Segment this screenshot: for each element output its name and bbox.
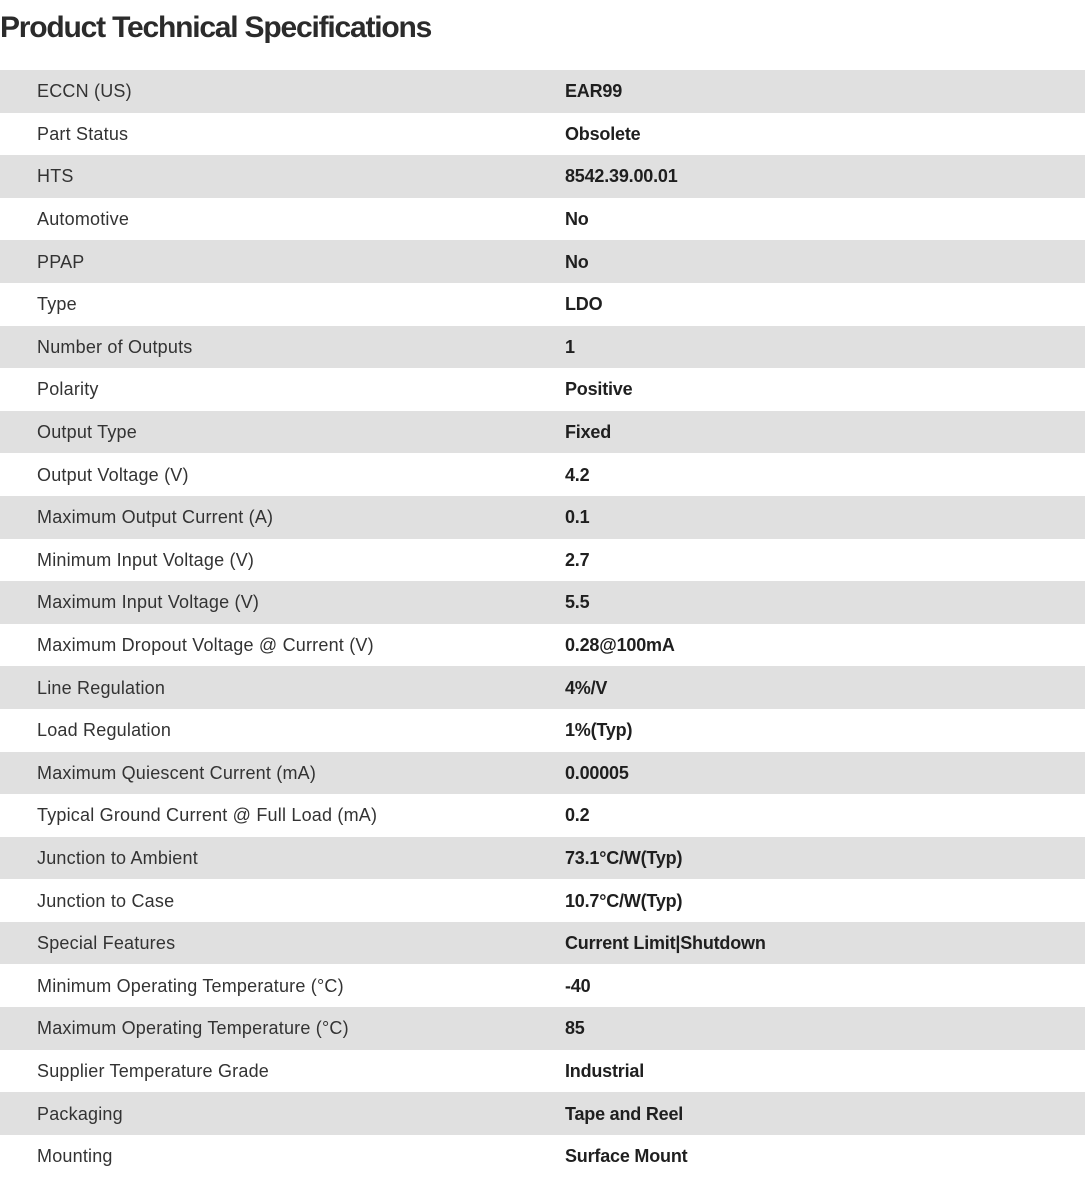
spec-value: 85 xyxy=(565,1007,1085,1050)
spec-table xyxy=(0,70,1085,1177)
table-row xyxy=(0,1050,1085,1093)
table-row xyxy=(0,113,1085,156)
spec-value: 5.5 xyxy=(565,581,1085,624)
spec-label: Line Regulation xyxy=(0,666,565,709)
table-row xyxy=(0,198,1085,241)
spec-value: -40 xyxy=(565,964,1085,1007)
spec-value: EAR99 xyxy=(565,70,1085,113)
spec-label: Special Features xyxy=(0,922,565,965)
spec-value: 4.2 xyxy=(565,453,1085,496)
table-row xyxy=(0,155,1085,198)
table-row xyxy=(0,1135,1085,1177)
spec-label: Load Regulation xyxy=(0,709,565,752)
spec-label: Minimum Input Voltage (V) xyxy=(0,539,565,582)
spec-value: Surface Mount xyxy=(565,1135,1085,1177)
table-row xyxy=(0,794,1085,837)
spec-label: Maximum Input Voltage (V) xyxy=(0,581,565,624)
table-row xyxy=(0,539,1085,582)
spec-label: ECCN (US) xyxy=(0,70,565,113)
page-title: Product Technical Specifications xyxy=(0,11,432,44)
spec-value: 0.1 xyxy=(565,496,1085,539)
spec-label: Maximum Dropout Voltage @ Current (V) xyxy=(0,624,565,667)
spec-value: 0.28@100mA xyxy=(565,624,1085,667)
table-row xyxy=(0,624,1085,667)
spec-value: 8542.39.00.01 xyxy=(565,155,1085,198)
spec-label: Supplier Temperature Grade xyxy=(0,1050,565,1093)
spec-value: Current Limit|Shutdown xyxy=(565,922,1085,965)
spec-value: No xyxy=(565,240,1085,283)
spec-value: No xyxy=(565,198,1085,241)
spec-value: 73.1°C/W(Typ) xyxy=(565,837,1085,880)
spec-label: Type xyxy=(0,283,565,326)
table-row xyxy=(0,709,1085,752)
spec-value: Industrial xyxy=(565,1050,1085,1093)
table-row xyxy=(0,1007,1085,1050)
spec-value: 1%(Typ) xyxy=(565,709,1085,752)
spec-label: PPAP xyxy=(0,240,565,283)
spec-value: 0.2 xyxy=(565,794,1085,837)
spec-value: Tape and Reel xyxy=(565,1092,1085,1135)
spec-label: Number of Outputs xyxy=(0,326,565,369)
spec-label: Maximum Quiescent Current (mA) xyxy=(0,752,565,795)
table-row xyxy=(0,964,1085,1007)
table-row xyxy=(0,496,1085,539)
table-row xyxy=(0,581,1085,624)
spec-label: Automotive xyxy=(0,198,565,241)
table-row xyxy=(0,453,1085,496)
table-row xyxy=(0,411,1085,454)
spec-label: Minimum Operating Temperature (°C) xyxy=(0,964,565,1007)
table-row xyxy=(0,240,1085,283)
spec-value: Fixed xyxy=(565,411,1085,454)
spec-table-body xyxy=(0,70,1085,1177)
spec-label: Maximum Operating Temperature (°C) xyxy=(0,1007,565,1050)
table-row xyxy=(0,368,1085,411)
spec-value: LDO xyxy=(565,283,1085,326)
spec-value: 2.7 xyxy=(565,539,1085,582)
spec-label: Part Status xyxy=(0,113,565,156)
spec-value: 1 xyxy=(565,326,1085,369)
spec-label: Packaging xyxy=(0,1092,565,1135)
table-row xyxy=(0,70,1085,113)
spec-label: Junction to Case xyxy=(0,879,565,922)
spec-value: Obsolete xyxy=(565,113,1085,156)
spec-label: Maximum Output Current (A) xyxy=(0,496,565,539)
spec-label: HTS xyxy=(0,155,565,198)
table-row xyxy=(0,752,1085,795)
spec-value: Positive xyxy=(565,368,1085,411)
spec-label: Mounting xyxy=(0,1135,565,1177)
spec-label: Typical Ground Current @ Full Load (mA) xyxy=(0,794,565,837)
spec-label: Output Type xyxy=(0,411,565,454)
spec-value: 0.00005 xyxy=(565,752,1085,795)
spec-label: Output Voltage (V) xyxy=(0,453,565,496)
spec-label: Polarity xyxy=(0,368,565,411)
table-row xyxy=(0,1092,1085,1135)
table-row xyxy=(0,922,1085,965)
spec-value: 4%/V xyxy=(565,666,1085,709)
table-row xyxy=(0,283,1085,326)
table-row xyxy=(0,837,1085,880)
spec-value: 10.7°C/W(Typ) xyxy=(565,879,1085,922)
table-row xyxy=(0,879,1085,922)
spec-label: Junction to Ambient xyxy=(0,837,565,880)
table-row xyxy=(0,326,1085,369)
table-row xyxy=(0,666,1085,709)
